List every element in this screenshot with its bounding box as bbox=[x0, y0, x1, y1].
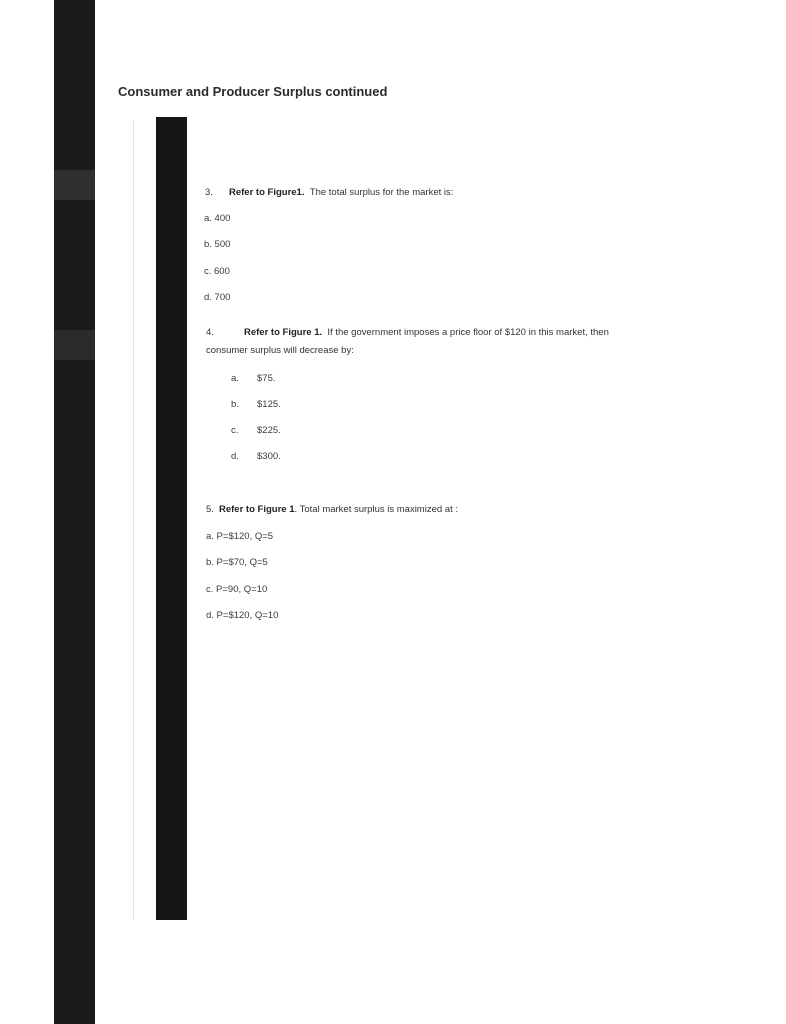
q4-option-a bbox=[231, 373, 276, 384]
question-reference: Refer to Figure 1 bbox=[219, 504, 295, 515]
option-value: $300. bbox=[257, 451, 281, 462]
scan-speckle bbox=[54, 170, 95, 200]
option-letter: a. bbox=[231, 373, 239, 384]
option-value: $125. bbox=[257, 399, 281, 410]
question-number: 4. bbox=[206, 327, 214, 338]
q5-option-c: c. P=90, Q=10 bbox=[206, 584, 268, 595]
question-number: 5. bbox=[206, 504, 214, 515]
scan-margin-bar bbox=[156, 117, 187, 920]
option-letter: d. bbox=[231, 451, 239, 462]
option-letter: c. bbox=[231, 425, 239, 436]
question-5 bbox=[206, 504, 458, 515]
question-reference: Refer to Figure1. bbox=[229, 187, 305, 198]
question-text: The total surplus for the market is: bbox=[309, 187, 454, 198]
question-text: . Total market surplus is maximized at : bbox=[294, 504, 458, 515]
question-text: If the government imposes a price floor of $120 in this market, then bbox=[327, 327, 609, 338]
scan-speckle bbox=[54, 330, 95, 360]
question-reference: Refer to Figure 1. bbox=[244, 327, 323, 338]
q3-option-b: b. 500 bbox=[204, 239, 231, 250]
option-letter: b. bbox=[231, 399, 239, 410]
q5-option-b: b. P=$70, Q=5 bbox=[206, 557, 268, 568]
question-4 bbox=[206, 327, 609, 338]
option-value: $225. bbox=[257, 425, 281, 436]
q4-option-d bbox=[231, 451, 281, 462]
question-3 bbox=[205, 187, 453, 198]
q4-option-b bbox=[231, 399, 281, 410]
q3-option-a: a. 400 bbox=[204, 213, 231, 224]
page-title: Consumer and Producer Surplus continued bbox=[118, 84, 388, 99]
q5-option-d: d. P=$120, Q=10 bbox=[206, 610, 279, 621]
scan-edge-strip bbox=[54, 0, 95, 1024]
q3-option-c: c. 600 bbox=[204, 266, 230, 277]
q4-option-c bbox=[231, 425, 281, 436]
q3-option-d: d. 700 bbox=[204, 292, 231, 303]
question-number: 3. bbox=[205, 187, 213, 198]
question-4-continued: consumer surplus will decrease by: bbox=[206, 345, 354, 356]
scan-faint-line bbox=[133, 120, 134, 920]
option-value: $75. bbox=[257, 373, 276, 384]
q5-option-a: a. P=$120, Q=5 bbox=[206, 531, 274, 542]
